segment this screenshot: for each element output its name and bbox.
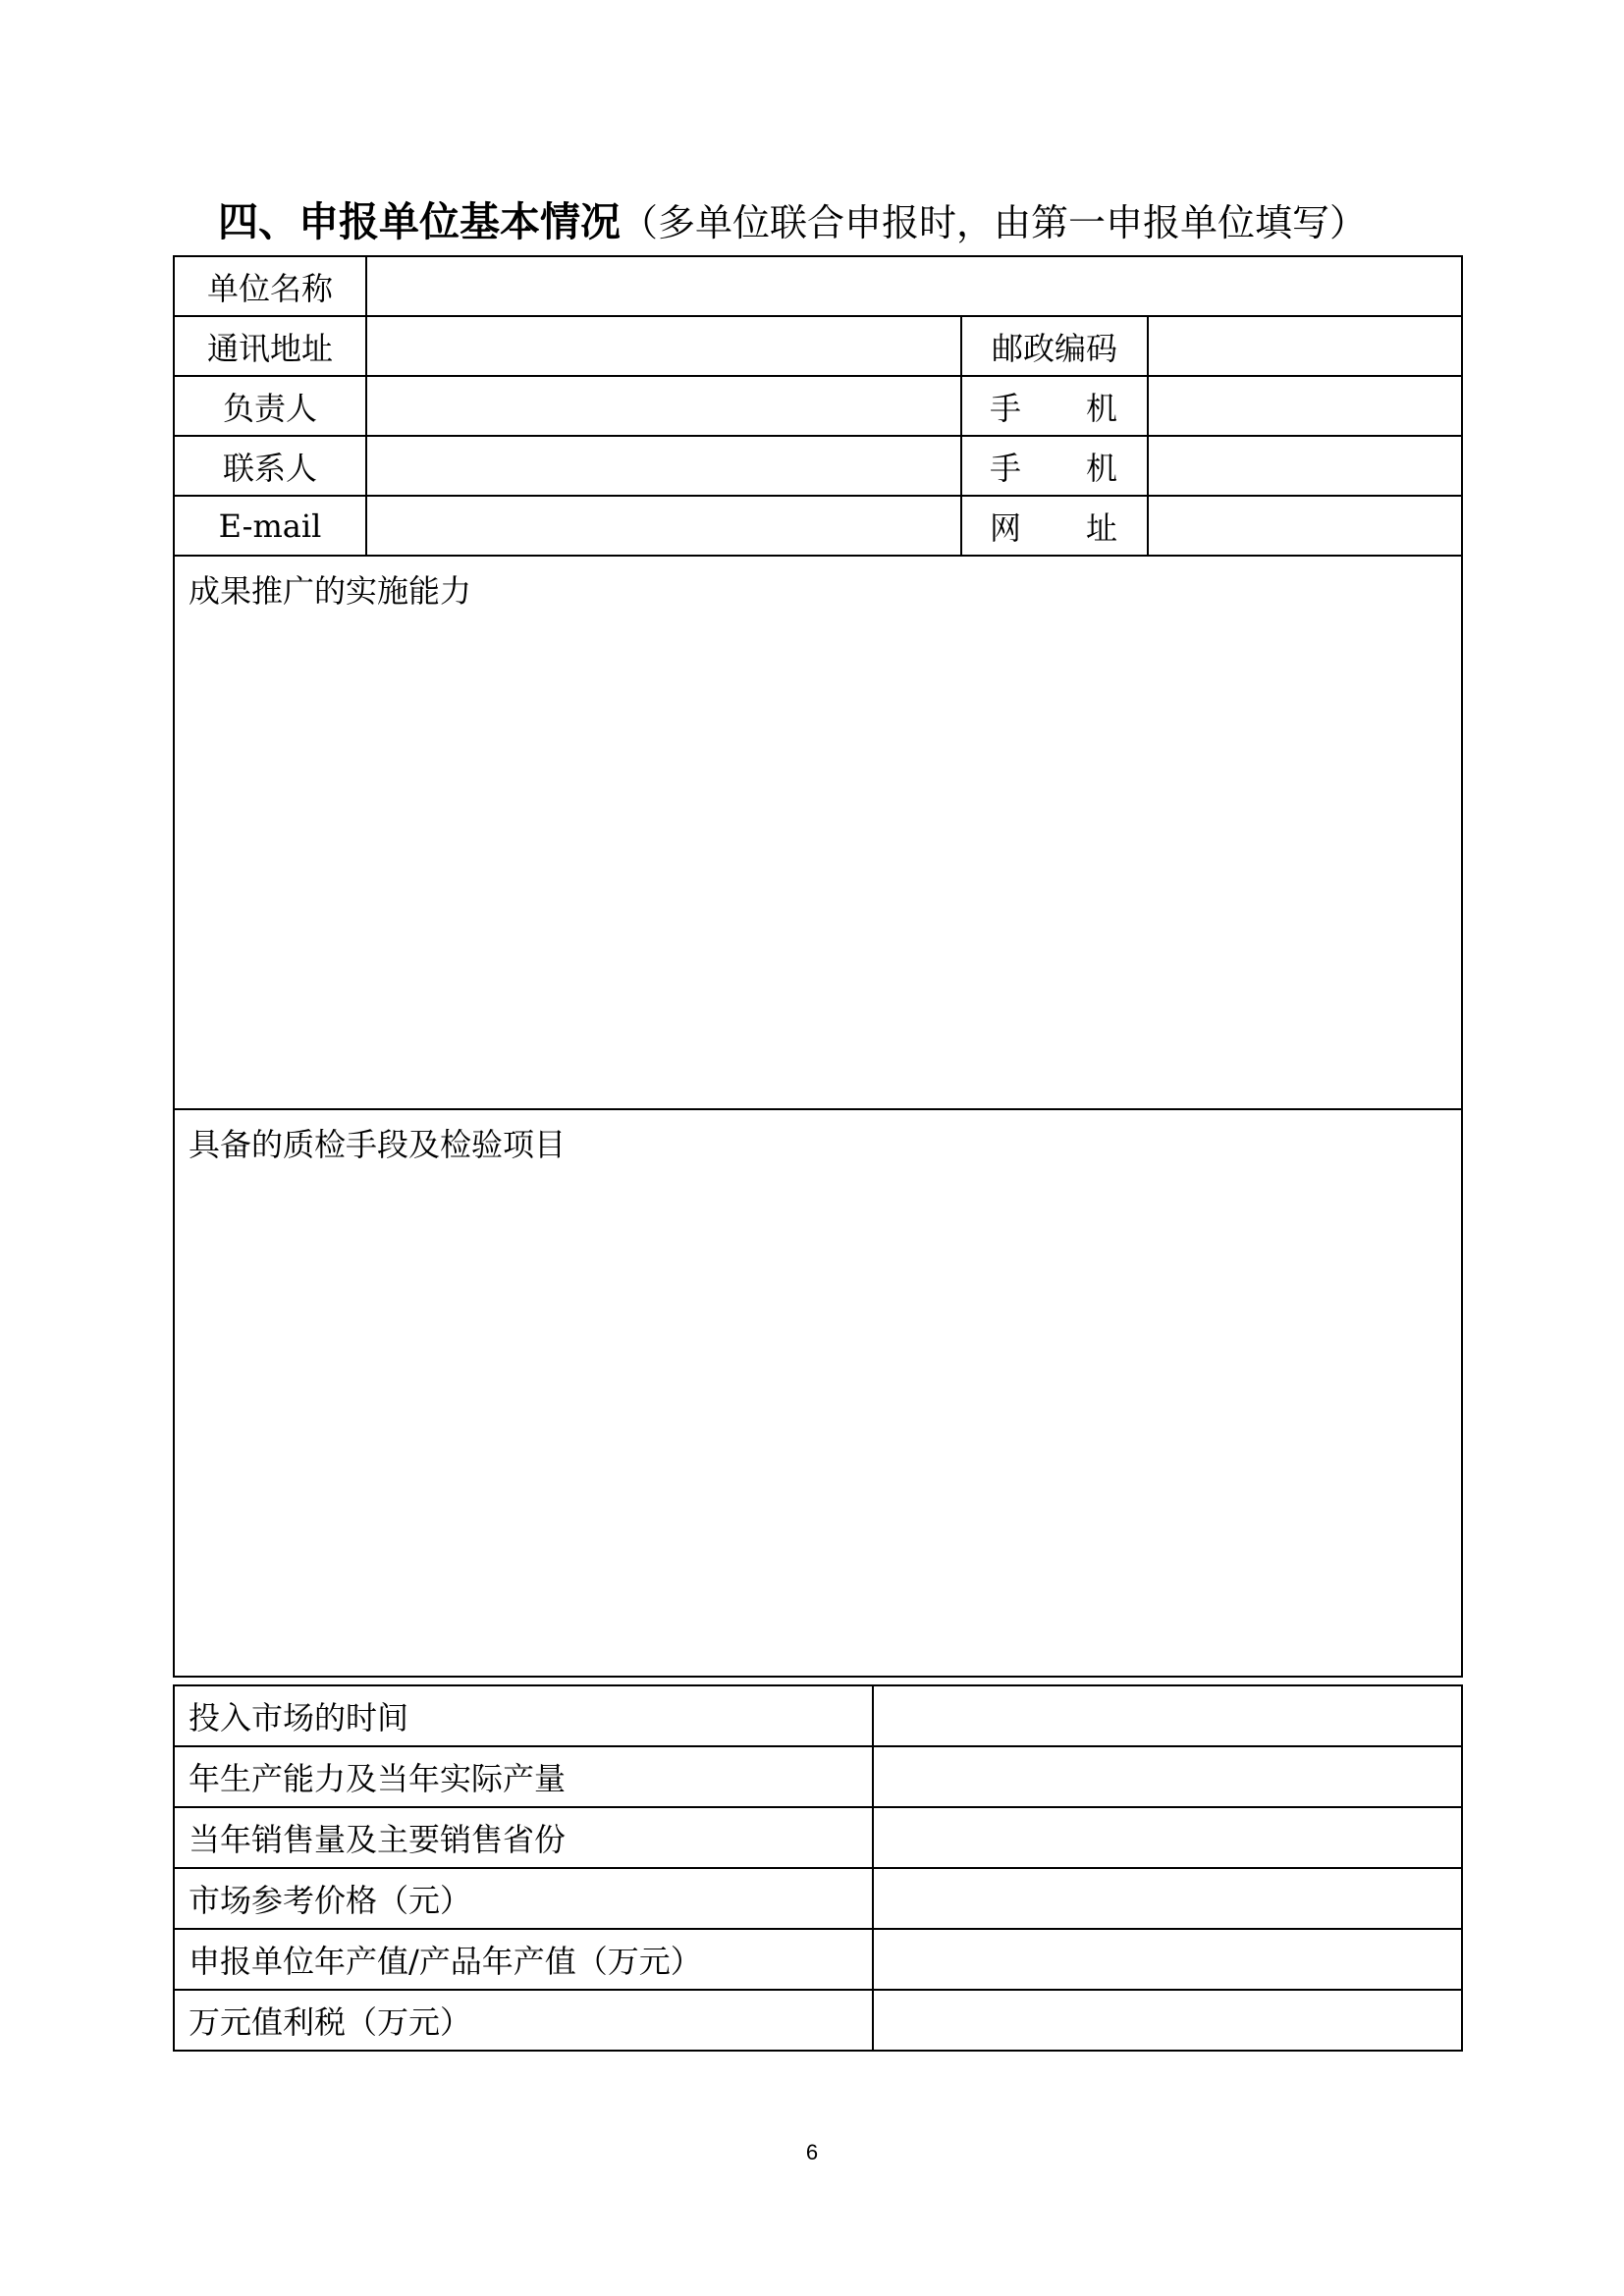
- market-row-field[interactable]: [873, 1929, 1462, 1990]
- postcode-field[interactable]: [1148, 316, 1462, 376]
- market-row-field[interactable]: [873, 1807, 1462, 1868]
- market-row: [174, 1990, 1462, 2051]
- market-row-label: 年生产能力及当年实际产量: [174, 1746, 873, 1807]
- unit-name-label: 单位名称: [174, 256, 366, 316]
- market-row-field[interactable]: [873, 1746, 1462, 1807]
- email-field[interactable]: [366, 496, 961, 556]
- leader-label: 负责人: [174, 376, 366, 436]
- section-heading-note: （多单位联合申报时，由第一申报单位填写）: [621, 201, 1368, 244]
- market-row: [174, 1807, 1462, 1868]
- unit-name-field[interactable]: [366, 256, 1462, 316]
- website-field[interactable]: [1148, 496, 1462, 556]
- contact-field[interactable]: [366, 436, 961, 496]
- promotion-capability-row: [174, 556, 1462, 1109]
- market-row: [174, 1929, 1462, 1990]
- market-row-field[interactable]: [873, 1990, 1462, 2051]
- unit-name-row: [174, 256, 1462, 316]
- contact-row: [174, 436, 1462, 496]
- email-row: [174, 496, 1462, 556]
- market-row-label: 申报单位年产值/产品年产值（万元）: [174, 1929, 873, 1990]
- promotion-capability-title: 成果推广的实施能力: [189, 572, 472, 610]
- market-row-label: 当年销售量及主要销售省份: [174, 1807, 873, 1868]
- postcode-label: 邮政编码: [961, 316, 1148, 376]
- leader-row: [174, 376, 1462, 436]
- contact-mobile-label: 手机: [961, 436, 1148, 496]
- leader-mobile-field[interactable]: [1148, 376, 1462, 436]
- address-label: 通讯地址: [174, 316, 366, 376]
- market-row-label: 万元值利税（万元）: [174, 1990, 873, 2051]
- leader-mobile-label: 手机: [961, 376, 1148, 436]
- contact-mobile-field[interactable]: [1148, 436, 1462, 496]
- address-row: [174, 316, 1462, 376]
- section-heading: [218, 192, 1367, 251]
- market-row-field[interactable]: [873, 1685, 1462, 1746]
- market-row-label: 市场参考价格（元）: [174, 1868, 873, 1929]
- market-row: [174, 1868, 1462, 1929]
- section-heading-main: 四、申报单位基本情况: [218, 198, 621, 245]
- unit-info-table: [173, 255, 1463, 1678]
- quality-inspection-title: 具备的质检手段及检验项目: [189, 1126, 567, 1163]
- market-row: [174, 1685, 1462, 1746]
- email-label: E-mail: [174, 496, 366, 556]
- market-row-field[interactable]: [873, 1868, 1462, 1929]
- website-label: 网址: [961, 496, 1148, 556]
- leader-field[interactable]: [366, 376, 961, 436]
- address-field[interactable]: [366, 316, 961, 376]
- market-info-table: [173, 1684, 1463, 2052]
- market-row-label: 投入市场的时间: [174, 1685, 873, 1746]
- quality-inspection-section[interactable]: [174, 1109, 1462, 1677]
- quality-inspection-row: [174, 1109, 1462, 1677]
- promotion-capability-section[interactable]: [174, 556, 1462, 1109]
- market-row: [174, 1746, 1462, 1807]
- contact-label: 联系人: [174, 436, 366, 496]
- page-number: 6: [805, 2140, 819, 2164]
